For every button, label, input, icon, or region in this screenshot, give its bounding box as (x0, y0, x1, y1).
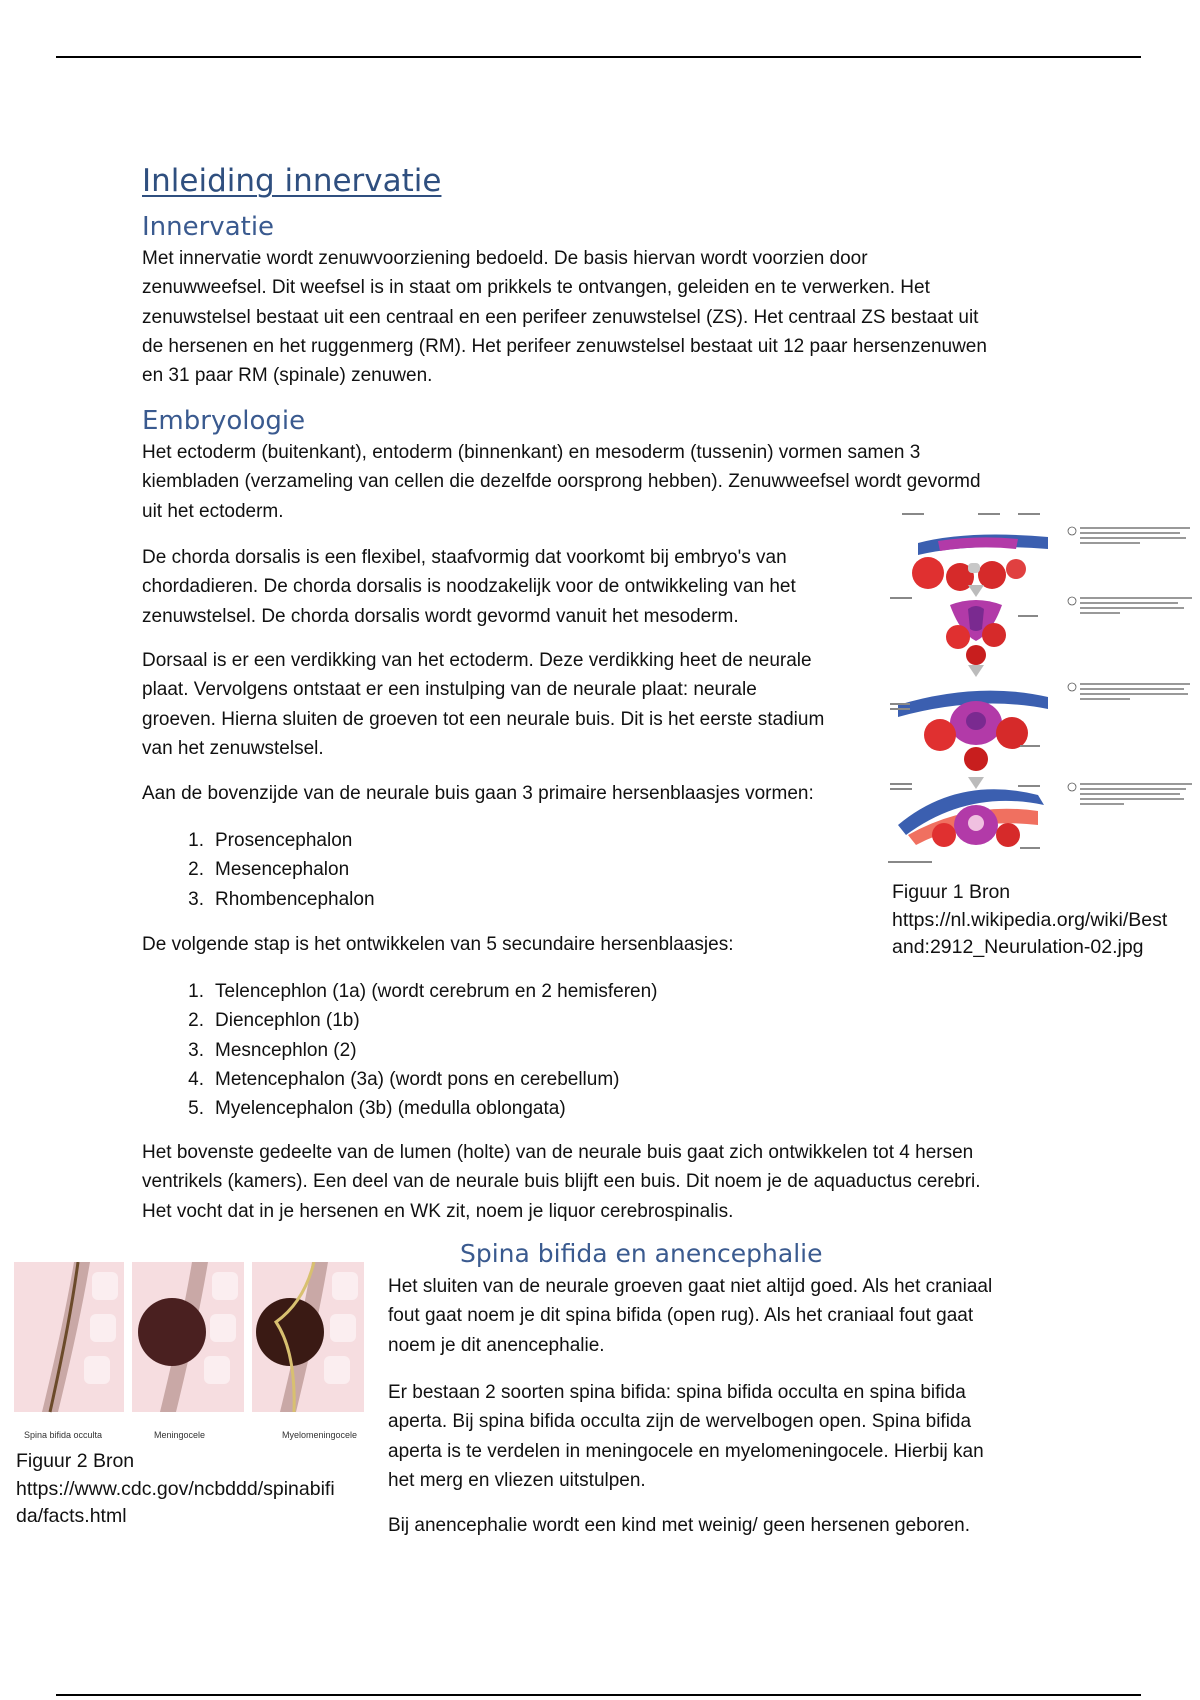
paragraph-spina-1 (388, 1272, 1088, 1360)
text-line: kiembladen (verzameling van cellen die dezelfde oorsprong hebben). Zenuwweefsel wordt gevormd (142, 471, 981, 493)
paragraph-ventrikels (142, 1138, 1102, 1226)
neurulation-stage-1 (912, 535, 1048, 591)
paragraph-primaire: Aan de bovenzijde van de neurale buis gaan 3 primaire hersenblaasjes vormen: (142, 783, 814, 804)
text-line: uit het ectoderm. (142, 500, 284, 522)
spina-panel-occulta (14, 1262, 124, 1412)
text-line: Er bestaan 2 soorten spina bifida: spina bifida occulta en spina bifida (388, 1382, 966, 1403)
spina-panel-myelomeningocele (252, 1262, 364, 1412)
text-line: Dorsaal is er een verdikking van het ectoderm. Deze verdikking heet de neurale (142, 650, 812, 671)
text-line: aperta is te verdelen in meningocele en myelomeningocele. Hierbij kan (388, 1440, 984, 1462)
page-title: Inleiding innervatie (142, 163, 442, 199)
label-myelomeningocele: Myelomeningocele (282, 1430, 358, 1440)
text-line: groeven. Hierna sluiten de groeven tot een neurale buis. Dit is het eerste stadium (142, 708, 825, 730)
text-line: het merg en vliezen uitstulpen. (388, 1469, 646, 1491)
list-item: 1. Telencephlon (1a) (wordt cerebrum en 2 hemisferen) (188, 981, 658, 1002)
caption-line: Figuur 1 Bron (892, 881, 1011, 903)
caption-line: and:2912_Neurulation-02.jpg (892, 936, 1144, 958)
text-line: Met innervatie wordt zenuwvoorziening bedoeld. De basis hiervan wordt voorzien door (142, 248, 868, 269)
text-line: Het bovenste gedeelte van de lumen (holte) van de neurale buis gaat zich ontwikkelen tot 4 hersen (142, 1142, 974, 1163)
text-line: zenuwstelsel bestaat uit een centraal en een perifeer zenuwstelsel (ZS). Het centraal ZS bestaat uit (142, 306, 979, 328)
label-meningocele: Meningocele (154, 1430, 206, 1440)
neurulation-stage-4 (898, 789, 1044, 847)
text-line: noem je dit anencephalie. (388, 1334, 605, 1356)
figure2-caption (16, 1448, 376, 1531)
text-line: Het ectoderm (buitenkant), entoderm (binnenkant) en mesoderm (tussenin) vormen samen 3 (142, 442, 921, 463)
heading-embryologie: Embryologie (142, 406, 306, 436)
caption-line: https://nl.wikipedia.org/wiki/Best (892, 908, 1168, 931)
text-line: zenuwweefsel. Dit weefsel is in staat om prikkels te ontvangen, geleiden en te verwerken. Het (142, 277, 930, 299)
caption-line: Figuur 2 Bron (16, 1450, 135, 1472)
paragraph-neurale-plaat (142, 646, 882, 763)
list-item: 2. Diencephlon (1b) (188, 1010, 360, 1032)
heading-spina-bifida: Spina bifida en anencephalie (460, 1239, 823, 1268)
spina-bifida-figure (14, 1262, 374, 1447)
paragraph-spina-2 (388, 1378, 1088, 1495)
text-line: plaat. Vervolgens ontstaat er een instulping van de neurale plaat: neurale (142, 679, 757, 701)
figure1-caption (892, 879, 1198, 962)
list-item: 3. Rhombencephalon (188, 888, 375, 910)
neurulation-figure (888, 505, 1200, 870)
label-occulta: Spina bifida occulta (24, 1430, 103, 1440)
list-item: 3. Mesncephlon (2) (188, 1039, 357, 1061)
paragraph-anencephalie: Bij anencephalie wordt een kind met weinig/ geen hersenen geboren. (388, 1515, 971, 1536)
list-item: 4. Metencephalon (3a) (wordt pons en cerebellum) (188, 1068, 620, 1090)
text-line: van het zenuwstelsel. (142, 737, 324, 759)
text-line: en 31 paar RM (spinale) zenuwen. (142, 365, 433, 387)
text-line: De chorda dorsalis is een flexibel, staafvormig dat voorkomt bij embryo's van (142, 547, 787, 568)
neurulation-stage-2 (946, 600, 1006, 665)
text-line: de hersenen en het ruggenmerg (RM). Het perifeer zenuwstelsel bestaat uit 12 paar hersenzenuwen (142, 335, 987, 357)
list-secundaire-hersenblaasjes (168, 977, 658, 1123)
text-line: fout gaat noem je dit spina bifida (open rug). Als het craniaal fout gaat (388, 1305, 974, 1327)
text-line: chordadieren. De chorda dorsalis is noodzakelijk voor de ontwikkeling van het (142, 576, 796, 598)
header-rule (56, 56, 1141, 58)
footer-rule (56, 1694, 1141, 1696)
paragraph-secundaire: De volgende stap is het ontwikkelen van 5 secundaire hersenblaasjes: (142, 934, 734, 955)
list-item: 5. Myelencephalon (3b) (medulla oblongata) (188, 1098, 566, 1120)
list-primaire-hersenblaasjes (168, 826, 375, 914)
caption-line: https://www.cdc.gov/ncbddd/spinabifi (16, 1477, 335, 1500)
list-item: 2. Mesencephalon (188, 859, 350, 881)
spina-panel-meningocele (132, 1262, 244, 1412)
text-line: aperta. Bij spina bifida occulta zijn de wervelbogen open. Spina bifida (388, 1411, 972, 1433)
paragraph-innervatie (142, 244, 1082, 390)
neurulation-stage-3 (898, 691, 1048, 771)
list-item: 1. Prosencephalon (188, 830, 353, 851)
caption-line: da/facts.html (16, 1505, 127, 1527)
heading-innervatie: Innervatie (142, 212, 275, 242)
text-line: zenuwstelsel. De chorda dorsalis wordt gevormd vanuit het mesoderm. (142, 605, 739, 627)
paragraph-chorda (142, 543, 882, 631)
text-line: Het vocht dat in je hersenen en WK zit, noem je liquor cerebrospinalis. (142, 1200, 734, 1222)
text-line: Het sluiten van de neurale groeven gaat niet altijd goed. Als het craniaal (388, 1276, 993, 1297)
text-line: ventrikels (kamers). Een deel van de neurale buis blijft een buis. Dit noem je de aquaductus cerebri. (142, 1171, 981, 1193)
